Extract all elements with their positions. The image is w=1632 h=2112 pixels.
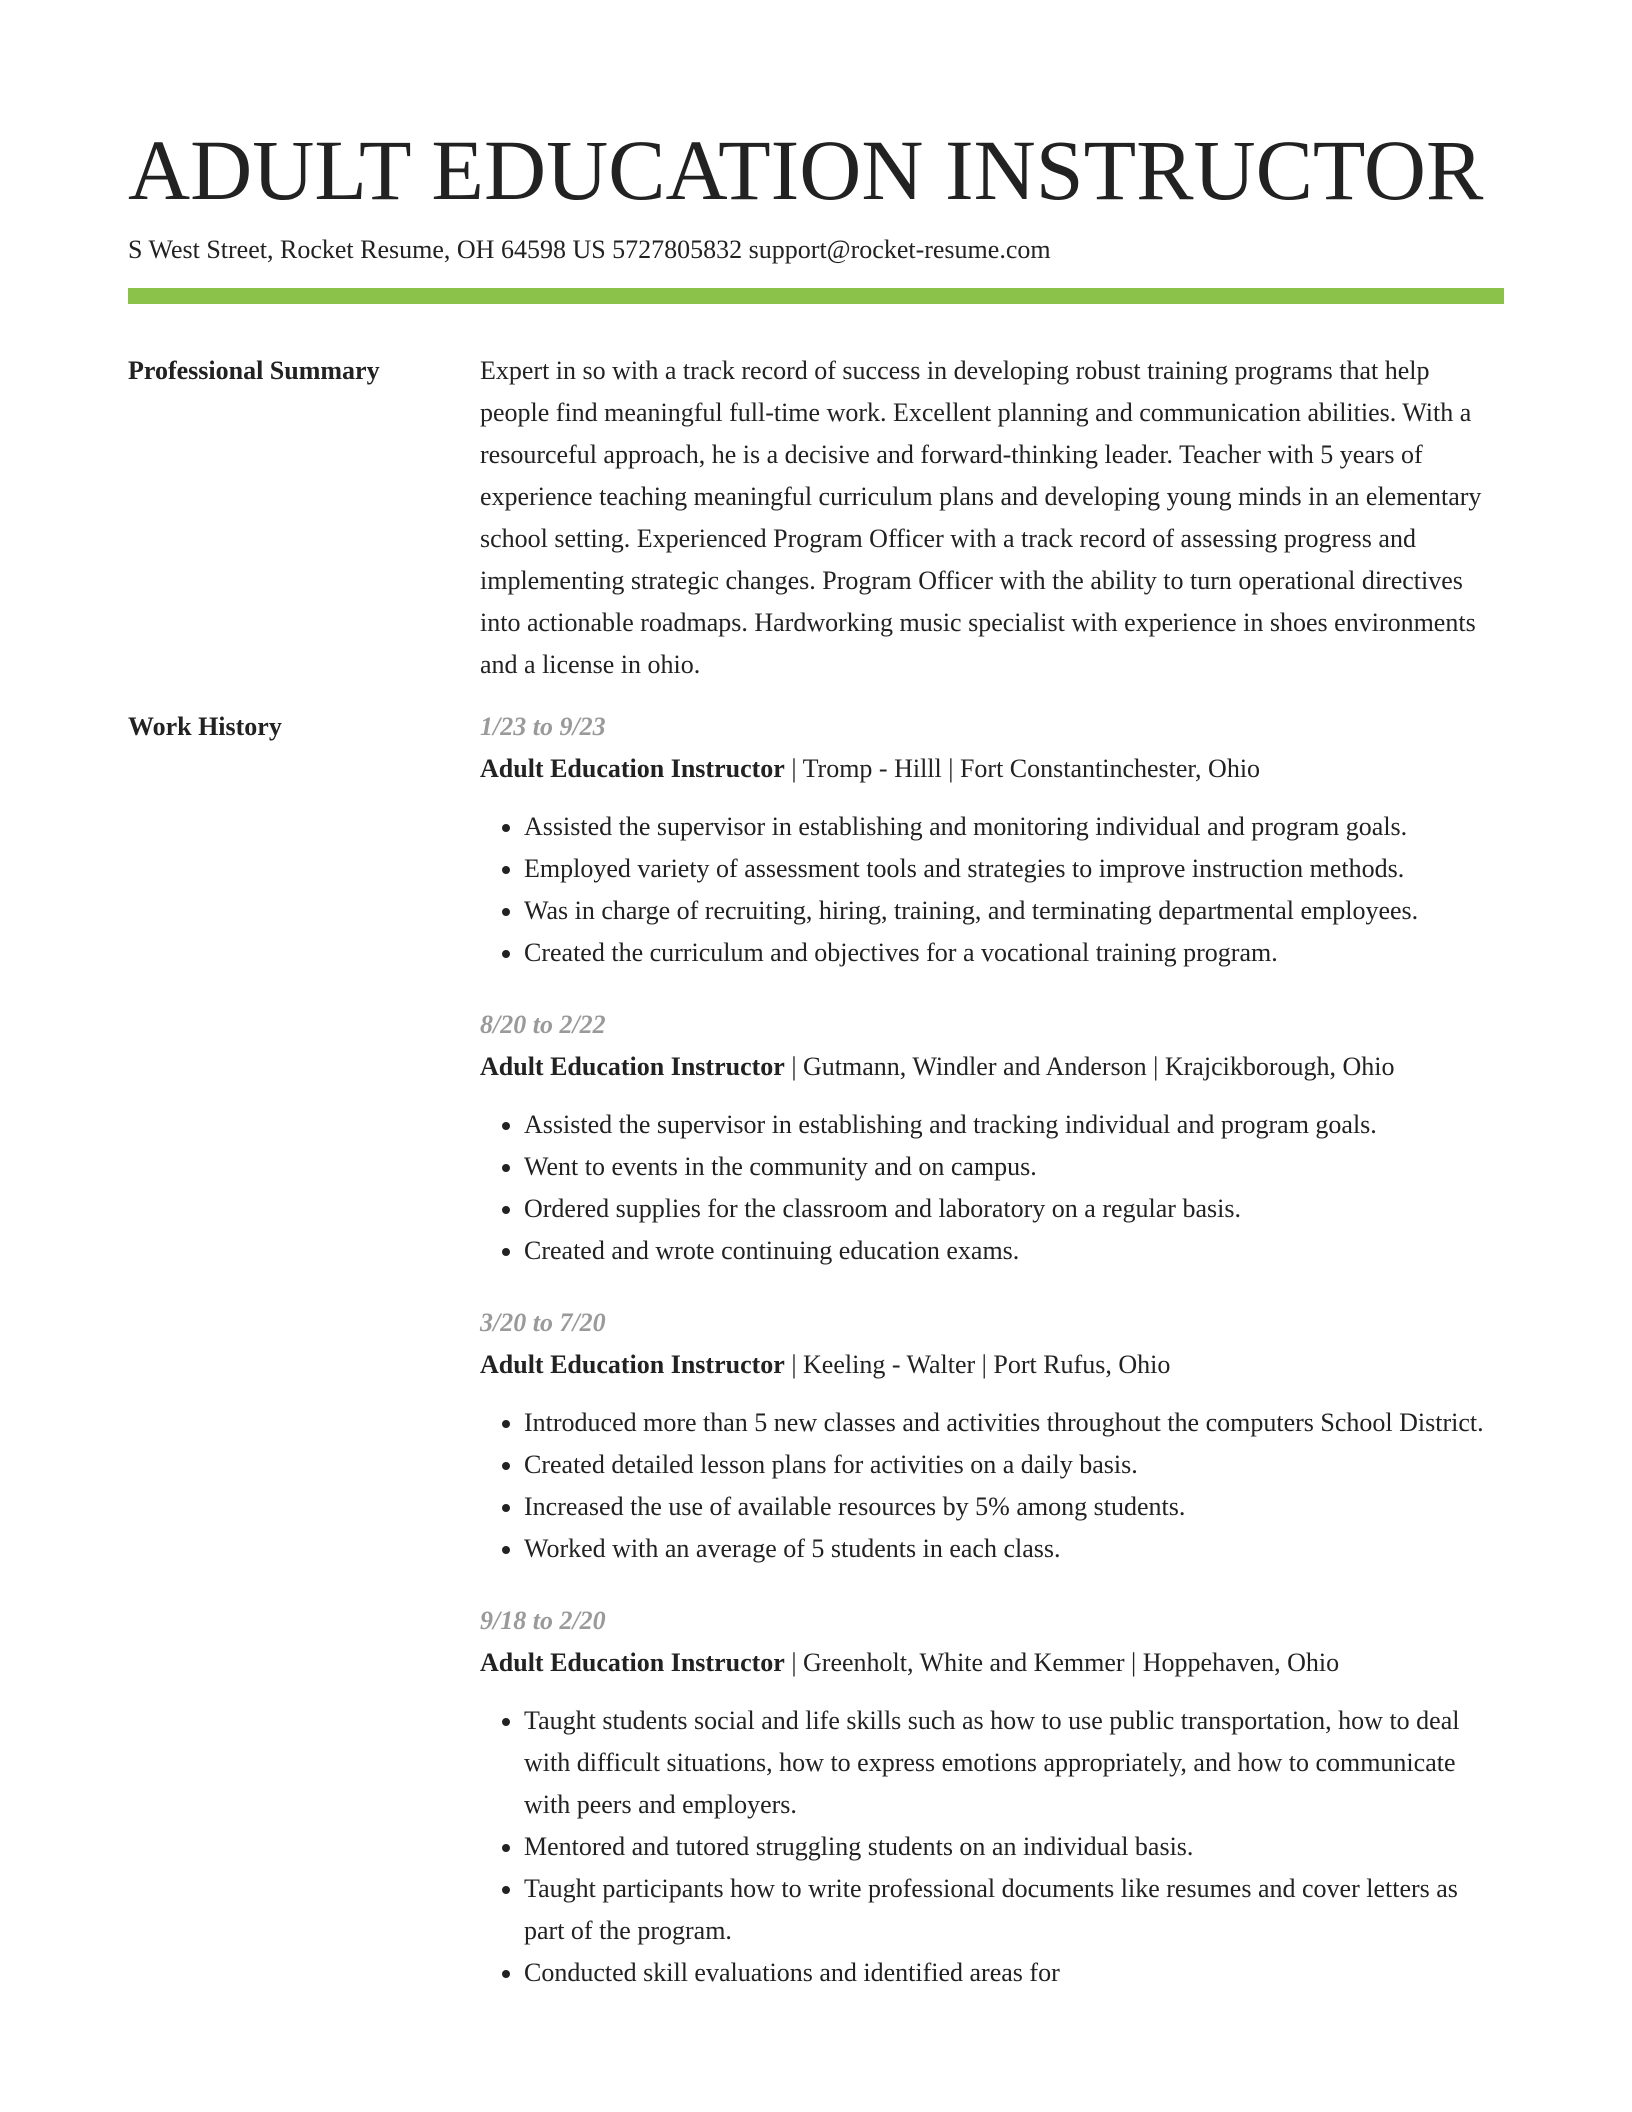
job-entry bbox=[480, 706, 1504, 974]
job-bullet: • Introduced more than 5 new classes and activities throughout the computers School District. bbox=[524, 1402, 1504, 1444]
summary-text: Expert in so with a track record of success in developing robust training programs that help people find meaningful full-time work. Excellent planning and communication abilities. With a resourceful approach, he is a decisive and forward-thinking leader. Teacher with 5 years of experience teaching meaningful curriculum plans and developing young minds in an elementary school setting. Experienced Program Officer with a track record of assessing progress and implementing strategic changes. Program Officer with the ability to turn operational directives into actionable roadmaps. Hardworking music specialist with experience in shoes environments and a license in ohio. bbox=[480, 356, 1482, 679]
job-bullet: • Increased the use of available resources by 5% among students. bbox=[524, 1486, 1504, 1528]
job-bullet: • Conducted skill evaluations and identified areas for bbox=[524, 1952, 1504, 1994]
job-bullet: • Was in charge of recruiting, hiring, training, and terminating departmental employees. bbox=[524, 890, 1504, 932]
job-entry bbox=[480, 1302, 1504, 1570]
job-dates: 8/20 to 2/22 bbox=[480, 1010, 606, 1039]
section-label-work: Work History bbox=[128, 712, 282, 741]
job-bullets bbox=[480, 1402, 1504, 1570]
job-bullet: • Taught students social and life skills such as how to use public transportation, how to deal with difficult situations, how to express emotions appropriately, and how to communicate with peers and employers. bbox=[524, 1700, 1504, 1826]
contact-line: S West Street, Rocket Resume, OH 64598 US 5727805832 support@rocket-resume.com bbox=[128, 235, 1051, 264]
job-title: Adult Education Instructor bbox=[480, 1648, 785, 1677]
summary-body bbox=[480, 350, 1504, 686]
job-dates: 3/20 to 7/20 bbox=[480, 1308, 606, 1337]
job-bullet: • Assisted the supervisor in establishing and monitoring individual and program goals. bbox=[524, 806, 1504, 848]
job-bullet: • Mentored and tutored struggling students on an individual basis. bbox=[524, 1826, 1504, 1868]
job-bullet: • Ordered supplies for the classroom and laboratory on a regular basis. bbox=[524, 1188, 1504, 1230]
job-entry bbox=[480, 1004, 1504, 1272]
job-bullets bbox=[480, 1104, 1504, 1272]
job-title: Adult Education Instructor bbox=[480, 754, 785, 783]
job-bullet: • Employed variety of assessment tools and strategies to improve instruction methods. bbox=[524, 848, 1504, 890]
professional-summary-section bbox=[128, 350, 1504, 686]
job-bullets bbox=[480, 1700, 1504, 1994]
job-title: Adult Education Instructor bbox=[480, 1350, 785, 1379]
job-details: | Tromp - Hilll | Fort Constantinchester, Ohio bbox=[784, 754, 1261, 783]
resume-title: ADULT EDUCATION INSTRUCTOR bbox=[128, 122, 1484, 218]
work-history-section bbox=[128, 706, 1504, 2024]
section-label-summary: Professional Summary bbox=[128, 356, 380, 385]
resume-page bbox=[128, 120, 1504, 2024]
job-bullet: • Taught participants how to write professional documents like resumes and cover letters as part of the program. bbox=[524, 1868, 1504, 1952]
job-bullet: • Created the curriculum and objectives for a vocational training program. bbox=[524, 932, 1504, 974]
job-dates: 9/18 to 2/20 bbox=[480, 1606, 606, 1635]
job-bullet: • Assisted the supervisor in establishing and tracking individual and program goals. bbox=[524, 1104, 1504, 1146]
accent-divider bbox=[128, 288, 1504, 304]
job-details: | Greenholt, White and Kemmer | Hoppehaven, Ohio bbox=[784, 1648, 1340, 1677]
job-bullet: • Worked with an average of 5 students in each class. bbox=[524, 1528, 1504, 1570]
job-bullets bbox=[480, 806, 1504, 974]
job-bullet: • Created detailed lesson plans for activities on a daily basis. bbox=[524, 1444, 1504, 1486]
job-dates: 1/23 to 9/23 bbox=[480, 712, 606, 741]
job-title: Adult Education Instructor bbox=[480, 1052, 785, 1081]
job-bullet: • Went to events in the community and on campus. bbox=[524, 1146, 1504, 1188]
job-heading bbox=[480, 1046, 1504, 1088]
job-bullet: • Created and wrote continuing education exams. bbox=[524, 1230, 1504, 1272]
job-heading bbox=[480, 1642, 1504, 1684]
job-details: | Keeling - Walter | Port Rufus, Ohio bbox=[784, 1350, 1171, 1379]
job-heading bbox=[480, 748, 1504, 790]
job-heading bbox=[480, 1344, 1504, 1386]
job-details: | Gutmann, Windler and Anderson | Krajcikborough, Ohio bbox=[784, 1052, 1395, 1081]
job-entry bbox=[480, 1600, 1504, 1994]
work-history-body bbox=[480, 706, 1504, 2024]
